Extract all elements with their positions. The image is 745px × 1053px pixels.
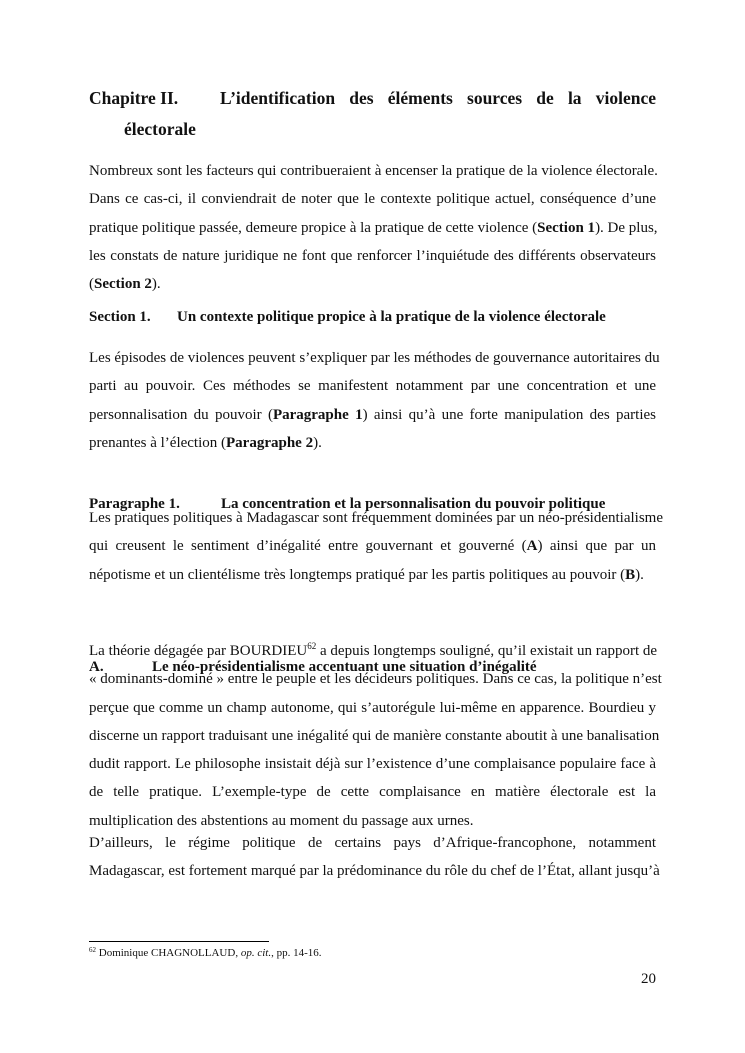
text-run: ). bbox=[313, 434, 322, 451]
section-number: Section 1. bbox=[89, 309, 151, 325]
text-run: ). bbox=[151, 276, 161, 293]
text-line bbox=[89, 504, 663, 532]
text-run: prenantes à l’élection ( bbox=[89, 434, 227, 451]
text-run: népotisme et un clientélisme très longtemps pratiqué par les partis politiques au pouvoir ( bbox=[89, 566, 626, 583]
text-run: Les épisodes de violences peuvent s’expliquer par les méthodes de gouvernance autoritaires du bbox=[89, 350, 660, 366]
text-line bbox=[89, 561, 656, 589]
text-line bbox=[89, 829, 656, 857]
bold-text: Paragraphe 1 bbox=[272, 406, 363, 423]
subsection-title: Le néo-présidentialisme accentuant une situation d’inégalité bbox=[152, 659, 537, 675]
text-run: les constats de nature juridique ne font que renforcer l’inquiétude des différents observateurs bbox=[89, 247, 656, 264]
footnote-author: Dominique CHAGNOLLAUD, bbox=[98, 947, 241, 959]
text-line bbox=[89, 857, 660, 885]
text-run: Les pratiques politiques à Madagascar sont fréquemment dominées par un néo-présidentialisme bbox=[89, 510, 663, 526]
paragraphe-1-paragraph bbox=[89, 504, 663, 589]
text-run: Dans ce cas-ci, il conviendrait de noter que le contexte politique actuel, conséquence d’une bbox=[89, 191, 656, 208]
text-line bbox=[89, 429, 656, 457]
text-run: Nombreux sont les facteurs qui contribueraient à encenser la pratique de la violence électorale. bbox=[89, 163, 658, 179]
text-line bbox=[89, 665, 662, 693]
section-title: Un contexte politique propice à la pratique de la violence électorale bbox=[177, 309, 606, 325]
text-run: perçue que comme un champ autonome, qui s’autorégule lui-même en apparence. Bourdieu y bbox=[89, 699, 656, 716]
text-line bbox=[89, 722, 660, 750]
text-run: personnalisation du pouvoir ( bbox=[89, 406, 273, 423]
chapter-number: Chapitre II. bbox=[89, 88, 179, 108]
chapter-title: L’identification des éléments sources de la violence bbox=[220, 88, 656, 108]
subsection-letter: A. bbox=[89, 659, 104, 675]
text-run: ). De plus, bbox=[595, 219, 658, 236]
text-run: discerne un rapport traduisant une inégalité qui de manière constante aboutit à une banalisation bbox=[89, 727, 660, 744]
text-run: ) ainsi que par un bbox=[537, 538, 657, 555]
text-run: ) ainsi qu’à une forte manipulation des parties bbox=[362, 406, 656, 423]
section-1-paragraph bbox=[89, 344, 660, 457]
footnote-number: 62 bbox=[89, 946, 96, 954]
chapter-heading bbox=[89, 83, 656, 145]
text-line bbox=[89, 532, 656, 560]
text-run: Madagascar, est fortement marqué par la prédominance du rôle du chef de l’État, allant jusqu’à bbox=[89, 863, 660, 880]
bold-text: A bbox=[526, 538, 538, 555]
text-line bbox=[89, 344, 660, 372]
text-line bbox=[89, 242, 656, 270]
footnote-reference: 62 bbox=[307, 641, 317, 651]
section-1-heading bbox=[89, 303, 656, 331]
bold-text: Section 1 bbox=[537, 219, 596, 236]
text-run: dudit rapport. Le philosophe insistait déjà sur l’existence d’une complaisance populaire face à bbox=[89, 756, 656, 773]
footnote bbox=[89, 947, 322, 959]
text-run: de telle pratique. L’exemple-type de cette complaisance en matière électorale est la bbox=[89, 784, 656, 801]
subsection-a-paragraph-1 bbox=[89, 637, 662, 835]
footnote-pages: , pp. 14-16. bbox=[271, 947, 322, 959]
page-number: 20 bbox=[641, 971, 656, 987]
text-line bbox=[89, 185, 656, 213]
footnote-separator bbox=[89, 941, 269, 942]
bold-text: Section 2 bbox=[94, 276, 152, 293]
bold-text: Paragraphe 2 bbox=[226, 434, 314, 451]
text-run: qui creusent le sentiment d’inégalité entre gouvernant et gouverné ( bbox=[89, 538, 527, 555]
subsection-a-paragraph-2 bbox=[89, 829, 660, 886]
intro-paragraph bbox=[89, 157, 656, 298]
text-line bbox=[89, 778, 656, 806]
paragraphe-number: Paragraphe 1. bbox=[89, 496, 180, 512]
footnote-ref: op. cit. bbox=[240, 947, 272, 959]
paragraphe-title: La concentration et la personnalisation du pouvoir politique bbox=[221, 496, 606, 512]
text-line bbox=[89, 694, 656, 722]
chapter-title-continued: électorale bbox=[124, 119, 196, 139]
text-run: « dominants-dominé » entre le peuple et les décideurs politiques. Dans ce cas, la politique n’est bbox=[89, 671, 662, 688]
text-run: multiplication des abstentions au moment du passage aux urnes. bbox=[89, 812, 474, 829]
text-line bbox=[89, 214, 656, 242]
text-line bbox=[89, 270, 656, 298]
text-run: parti au pouvoir. Ces méthodes se manifestent notamment par une concentration et une bbox=[89, 378, 656, 395]
text-run: ). bbox=[635, 566, 644, 583]
text-run: La théorie dégagée par BOURDIEU bbox=[89, 643, 308, 659]
text-run: D’ailleurs, le régime politique de certains pays d’Afrique-francophone, notamment bbox=[89, 835, 656, 851]
text-run: a depuis longtemps souligné, qu’il existait un rapport de bbox=[316, 643, 658, 659]
text-line bbox=[89, 750, 656, 778]
text-run: pratique politique passée, demeure propice à la pratique de cette violence ( bbox=[89, 219, 538, 236]
text-line bbox=[89, 637, 656, 665]
text-line bbox=[89, 401, 656, 429]
text-line bbox=[89, 372, 656, 400]
text-run: ( bbox=[89, 276, 94, 293]
text-line bbox=[89, 157, 656, 185]
bold-text: B bbox=[625, 566, 636, 583]
